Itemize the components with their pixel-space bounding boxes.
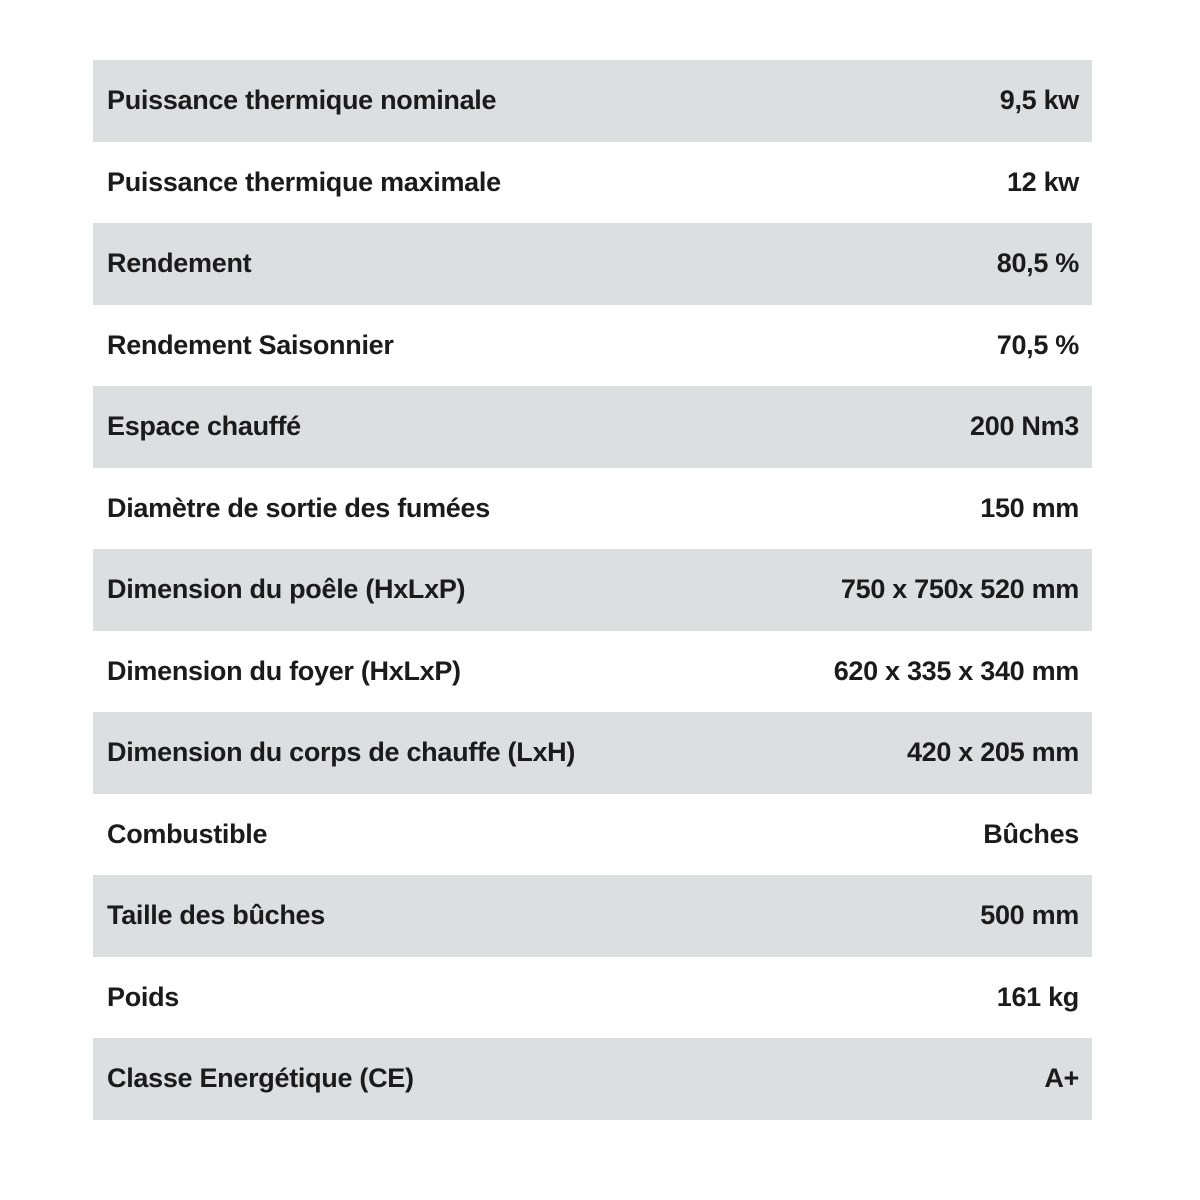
table-row: [93, 1038, 1092, 1120]
spec-value: 420 x 205 mm: [906, 737, 1079, 768]
table-row: [93, 875, 1092, 957]
spec-value: 161 kg: [996, 981, 1079, 1012]
spec-label: Dimension du poêle (HxLxP): [107, 574, 466, 605]
table-row: [93, 957, 1092, 1039]
spec-value: Bûches: [983, 818, 1079, 849]
spec-value: 500 mm: [980, 900, 1079, 931]
spec-label: Dimension du foyer (HxLxP): [107, 655, 461, 686]
table-row: [93, 386, 1092, 468]
spec-label: Poids: [107, 981, 180, 1012]
spec-label: Combustible: [107, 818, 268, 849]
spec-value: 9,5 kw: [999, 85, 1079, 116]
spec-label: Diamètre de sortie des fumées: [107, 492, 490, 523]
spec-value: 200 Nm3: [970, 411, 1079, 442]
table-row: [93, 794, 1092, 876]
spec-label: Taille des bûches: [107, 900, 325, 931]
spec-label: Rendement: [107, 248, 252, 279]
spec-value: 80,5 %: [996, 248, 1079, 279]
table-row: [93, 305, 1092, 387]
table-row: [93, 468, 1092, 550]
table-row: [93, 549, 1092, 631]
table-row: [93, 712, 1092, 794]
spec-value: 12 kw: [1006, 166, 1079, 197]
spec-label: Puissance thermique nominale: [107, 85, 497, 116]
spec-value: 150 mm: [980, 492, 1079, 523]
spec-label: Rendement Saisonnier: [107, 329, 394, 360]
spec-label: Espace chauffé: [107, 411, 301, 442]
spec-label: Puissance thermique maximale: [107, 166, 501, 197]
spec-value: 750 x 750x 520 mm: [840, 574, 1079, 605]
spec-value: 70,5 %: [996, 329, 1079, 360]
table-row: [93, 223, 1092, 305]
spec-label: Classe Energétique (CE): [107, 1063, 414, 1094]
table-row: [93, 60, 1092, 142]
spec-value: A+: [1044, 1063, 1079, 1094]
specifications-table: [93, 60, 1092, 1120]
spec-value: 620 x 335 x 340 mm: [833, 655, 1079, 686]
spec-label: Dimension du corps de chauffe (LxH): [107, 737, 576, 768]
table-row: [93, 631, 1092, 713]
table-row: [93, 142, 1092, 224]
